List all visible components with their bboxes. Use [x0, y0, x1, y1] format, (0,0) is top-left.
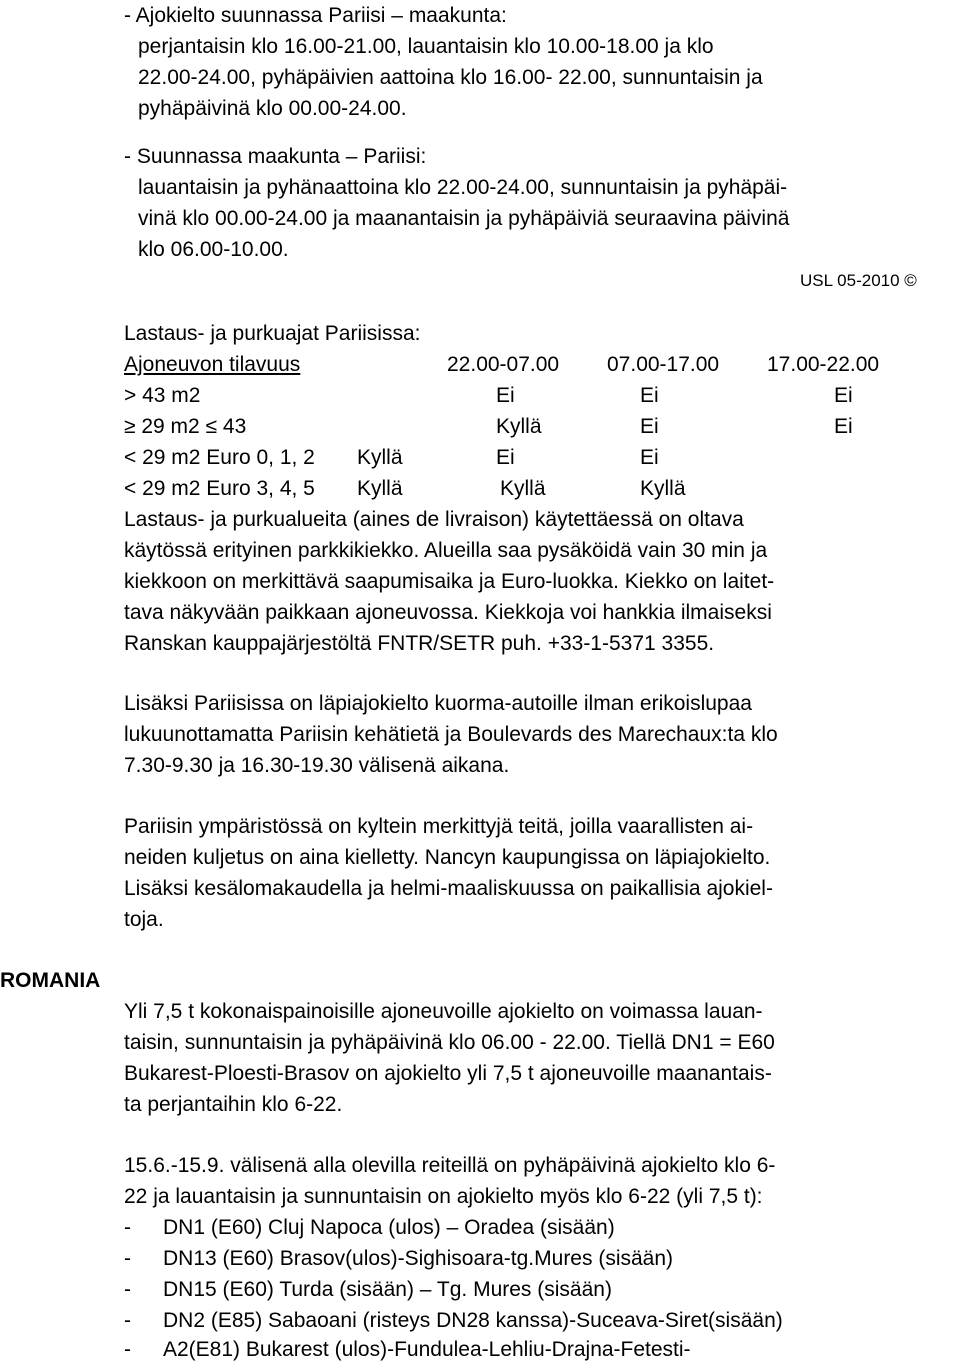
row-label: > 43 m2: [124, 384, 201, 407]
row-value: Kyllä: [500, 477, 546, 500]
row-value: Kyllä: [640, 477, 686, 500]
table-title: Lastaus- ja purkuajat Pariisissa:: [124, 322, 421, 345]
text-line: 22.00-24.00, pyhäpäivien aattoina klo 16.00- 22.00, sunnuntaisin ja: [138, 66, 763, 89]
text-line: lauantaisin ja pyhänaattoina klo 22.00-24.00, sunnuntaisin ja pyhäpäi-: [138, 176, 788, 199]
row-label: < 29 m2 Euro 0, 1, 2: [124, 446, 315, 469]
route-text: DN13 (E60) Brasov(ulos)-Sighisoara-tg.Mures (sisään): [163, 1247, 674, 1270]
row-value: Ei: [640, 415, 659, 438]
list-item: [0, 1305, 960, 1336]
text-line: vinä klo 00.00-24.00 ja maanantaisin ja pyhäpäiviä seuraavina päivinä: [138, 207, 790, 230]
row-value: Ei: [834, 415, 853, 438]
text-line: kiekkoon on merkittävä saapumisaika ja Euro-luokka. Kiekko on laitet-: [124, 570, 775, 593]
text-line: neiden kuljetus on aina kielletty. Nancyn kaupungissa on läpiajokielto.: [124, 846, 771, 869]
header-period-2: 07.00-17.00: [607, 353, 720, 376]
text-line: taisin, sunnuntaisin ja pyhäpäivinä klo 06.00 - 22.00. Tiellä DN1 = E60: [124, 1031, 775, 1054]
text-line: 22 ja lauantaisin ja sunnuntaisin on ajokielto myös klo 6-22 (yli 7,5 t):: [124, 1185, 763, 1208]
list-item: [0, 1212, 960, 1243]
route-text: A2(E81) Bukarest (ulos)-Fundulea-Lehliu-Drajna-Fetesti-: [163, 1338, 691, 1361]
text-line: toja.: [124, 908, 164, 931]
list-dash: -: [124, 1216, 131, 1239]
row-label: < 29 m2 Euro 3, 4, 5: [124, 477, 315, 500]
text-line: - Suunnassa maakunta – Pariisi:: [124, 145, 427, 168]
row-value: Ei: [496, 446, 515, 469]
route-text: DN1 (E60) Cluj Napoca (ulos) – Oradea (sisään): [163, 1216, 615, 1239]
text-line: Pariisin ympäristössä on kyltein merkittyjä teitä, joilla vaarallisten ai-: [124, 815, 754, 838]
row-label: ≥ 29 m2 ≤ 43: [124, 415, 247, 438]
country-heading: ROMANIA: [0, 969, 101, 992]
list-item: [0, 1243, 960, 1274]
list-dash: -: [124, 1247, 131, 1270]
text-line: lukuunottamatta Pariisin kehätietä ja Boulevards des Marechaux:ta klo: [124, 723, 778, 746]
text-line: Lisäksi Pariisissa on läpiajokielto kuorma-autoille ilman erikoislupaa: [124, 692, 752, 715]
route-text: DN15 (E60) Turda (sisään) – Tg. Mures (sisään): [163, 1278, 612, 1301]
text-line: - Ajokielto suunnassa Pariisi – maakunta:: [124, 4, 507, 27]
text-line: Lisäksi kesälomakaudella ja helmi-maaliskuussa on paikallisia ajokiel-: [124, 877, 773, 900]
text-line: käytössä erityinen parkkikiekko. Alueilla saa pysäköidä vain 30 min ja: [124, 539, 768, 562]
text-line: tava näkyvään paikkaan ajoneuvossa. Kiekkoja voi hankkia ilmaiseksi: [124, 601, 772, 624]
header-period-1: 22.00-07.00: [447, 353, 560, 376]
text-line: pyhäpäivinä klo 00.00-24.00.: [138, 97, 407, 120]
text-line: Yli 7,5 t kokonaispainoisille ajoneuvoille ajokielto on voimassa lauan-: [124, 1000, 763, 1023]
row-value: Kyllä: [357, 446, 403, 469]
route-text: DN2 (E85) Sabaoani (risteys DN28 kanssa)-Suceava-Siret(sisään): [163, 1309, 783, 1332]
list-item: [0, 1274, 960, 1305]
text-line: Bukarest-Ploesti-Brasov on ajokielto yli 7,5 t ajoneuvoille maanantais-: [124, 1062, 772, 1085]
header-vehicle-volume: Ajoneuvon tilavuus: [124, 353, 301, 376]
text-line: 15.6.-15.9. välisenä alla olevilla reiteillä on pyhäpäivinä ajokielto klo 6-: [124, 1154, 776, 1177]
list-dash: -: [124, 1338, 131, 1361]
text-line: klo 06.00-10.00.: [138, 238, 289, 261]
row-value: Ei: [834, 384, 853, 407]
list-item: [0, 1334, 960, 1365]
row-value: Kyllä: [496, 415, 542, 438]
row-value: Kyllä: [357, 477, 403, 500]
text-line: 7.30-9.30 ja 16.30-19.30 välisenä aikana.: [124, 754, 510, 777]
text-line: Lastaus- ja purkualueita (aines de livraison) käytettäessä on oltava: [124, 508, 744, 531]
list-dash: -: [124, 1278, 131, 1301]
list-dash: -: [124, 1309, 131, 1332]
text-line: Ranskan kauppajärjestöltä FNTR/SETR puh. +33-1-5371 3355.: [124, 632, 715, 655]
row-value: Ei: [640, 384, 659, 407]
text-line: ta perjantaihin klo 6-22.: [124, 1093, 343, 1116]
usl-stamp: USL 05-2010 ©: [800, 271, 917, 290]
row-value: Ei: [640, 446, 659, 469]
header-period-3: 17.00-22.00: [767, 353, 880, 376]
text-line: perjantaisin klo 16.00-21.00, lauantaisin klo 10.00-18.00 ja klo: [138, 35, 714, 58]
row-value: Ei: [496, 384, 515, 407]
